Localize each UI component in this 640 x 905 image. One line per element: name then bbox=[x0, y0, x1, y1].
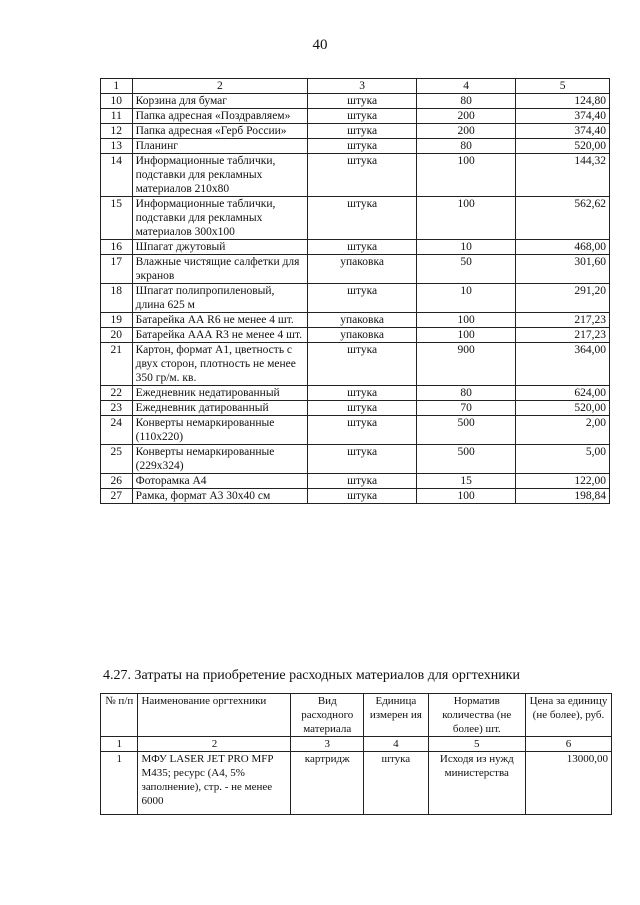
quantity: 200 bbox=[417, 124, 516, 139]
unit-price: 301,60 bbox=[516, 255, 610, 284]
item-name: Фоторамка А4 bbox=[132, 474, 307, 489]
column-number: 3 bbox=[291, 737, 364, 752]
row-number: 19 bbox=[101, 313, 133, 328]
unit-price: 217,23 bbox=[516, 313, 610, 328]
unit-price: 374,40 bbox=[516, 109, 610, 124]
item-name: Картон, формат А1, цветность с двух сторон, плотность не менее 350 гр/м. кв. bbox=[132, 343, 307, 386]
column-number: 2 bbox=[138, 737, 291, 752]
row-number: 13 bbox=[101, 139, 133, 154]
row-number: 25 bbox=[101, 445, 133, 474]
column-number: 5 bbox=[428, 737, 525, 752]
header-cell: Наименование оргтехники bbox=[138, 694, 291, 737]
unit-of-measure: штука bbox=[364, 752, 429, 815]
unit-of-measure: штука bbox=[308, 401, 417, 416]
table-row bbox=[101, 401, 610, 416]
table-row bbox=[101, 124, 610, 139]
quantity-norm: Исходя из нужд министерства bbox=[428, 752, 525, 815]
row-number: 11 bbox=[101, 109, 133, 124]
quantity: 80 bbox=[417, 386, 516, 401]
unit-of-measure: штука bbox=[308, 240, 417, 255]
unit-price: 562,62 bbox=[516, 197, 610, 240]
quantity: 500 bbox=[417, 416, 516, 445]
item-name: Конверты немаркированные (110х220) bbox=[132, 416, 307, 445]
table-row bbox=[101, 154, 610, 197]
row-number: 27 bbox=[101, 489, 133, 504]
row-number: 15 bbox=[101, 197, 133, 240]
header-cell: 2 bbox=[132, 79, 307, 94]
unit-of-measure: штука bbox=[308, 489, 417, 504]
page-number: 40 bbox=[312, 37, 328, 53]
unit-price: 374,40 bbox=[516, 124, 610, 139]
row-number: 24 bbox=[101, 416, 133, 445]
quantity: 15 bbox=[417, 474, 516, 489]
row-number: 12 bbox=[101, 124, 133, 139]
row-number: 23 bbox=[101, 401, 133, 416]
unit-price: 468,00 bbox=[516, 240, 610, 255]
quantity: 500 bbox=[417, 445, 516, 474]
consumables-table bbox=[100, 693, 612, 815]
row-number: 21 bbox=[101, 343, 133, 386]
row-number: 20 bbox=[101, 328, 133, 343]
row-number: 14 bbox=[101, 154, 133, 197]
unit-of-measure: штука bbox=[308, 445, 417, 474]
item-name: Батарейка ААА R3 не менее 4 шт. bbox=[132, 328, 307, 343]
header-cell: Вид расходного материала bbox=[291, 694, 364, 737]
section-heading: 4.27. Затраты на приобретение расходных материалов для оргтехники bbox=[103, 668, 521, 683]
table-row bbox=[101, 474, 610, 489]
unit-of-measure: штука bbox=[308, 197, 417, 240]
header-cell: 5 bbox=[516, 79, 610, 94]
unit-price: 364,00 bbox=[516, 343, 610, 386]
unit-of-measure: штука bbox=[308, 284, 417, 313]
unit-price: 217,23 bbox=[516, 328, 610, 343]
unit-price: 624,00 bbox=[516, 386, 610, 401]
table-row bbox=[101, 489, 610, 504]
quantity: 200 bbox=[417, 109, 516, 124]
quantity: 100 bbox=[417, 489, 516, 504]
row-number: 1 bbox=[101, 752, 138, 815]
unit-of-measure: штука bbox=[308, 109, 417, 124]
table-row bbox=[101, 416, 610, 445]
row-number: 17 bbox=[101, 255, 133, 284]
header-cell: № п/п bbox=[101, 694, 138, 737]
item-name: Батарейка АА R6 не менее 4 шт. bbox=[132, 313, 307, 328]
unit-of-measure: упаковка bbox=[308, 313, 417, 328]
unit-price: 13000,00 bbox=[525, 752, 611, 815]
column-number: 6 bbox=[525, 737, 611, 752]
supplies-table bbox=[100, 78, 610, 504]
item-name: Ежедневник недатированный bbox=[132, 386, 307, 401]
unit-price: 124,80 bbox=[516, 94, 610, 109]
table-row bbox=[101, 284, 610, 313]
item-name: Шпагат полипропиленовый, длина 625 м bbox=[132, 284, 307, 313]
table-row bbox=[101, 139, 610, 154]
item-name: Влажные чистящие салфетки для экранов bbox=[132, 255, 307, 284]
unit-of-measure: штука bbox=[308, 386, 417, 401]
table-row bbox=[101, 386, 610, 401]
equipment-name: МФУ LASER JET PRO MFP M435; ресурс (А4, 5% заполнение), стр. - не менее 6000 bbox=[138, 752, 291, 815]
column-number-row bbox=[101, 737, 612, 752]
unit-of-measure: штука bbox=[308, 416, 417, 445]
item-name: Папка адресная «Поздравляем» bbox=[132, 109, 307, 124]
unit-price: 144,32 bbox=[516, 154, 610, 197]
table-row bbox=[101, 255, 610, 284]
quantity: 50 bbox=[417, 255, 516, 284]
column-number: 4 bbox=[364, 737, 429, 752]
unit-price: 520,00 bbox=[516, 401, 610, 416]
row-number: 16 bbox=[101, 240, 133, 255]
item-name: Ежедневник датированный bbox=[132, 401, 307, 416]
unit-price: 198,84 bbox=[516, 489, 610, 504]
header-cell: 3 bbox=[308, 79, 417, 94]
table-row bbox=[101, 445, 610, 474]
unit-price: 122,00 bbox=[516, 474, 610, 489]
quantity: 100 bbox=[417, 197, 516, 240]
quantity: 10 bbox=[417, 240, 516, 255]
table-row bbox=[101, 313, 610, 328]
unit-price: 520,00 bbox=[516, 139, 610, 154]
row-number: 26 bbox=[101, 474, 133, 489]
table-row bbox=[101, 240, 610, 255]
quantity: 10 bbox=[417, 284, 516, 313]
row-number: 22 bbox=[101, 386, 133, 401]
unit-of-measure: штука bbox=[308, 474, 417, 489]
header-cell: Норматив количества (не более) шт. bbox=[428, 694, 525, 737]
item-name: Информационные таблички, подставки для рекламных материалов 210х80 bbox=[132, 154, 307, 197]
item-name: Корзина для бумаг bbox=[132, 94, 307, 109]
unit-of-measure: упаковка bbox=[308, 255, 417, 284]
header-cell: Цена за единицу (не более), руб. bbox=[525, 694, 611, 737]
header-cell: 1 bbox=[101, 79, 133, 94]
unit-price: 5,00 bbox=[516, 445, 610, 474]
quantity: 100 bbox=[417, 313, 516, 328]
item-name: Конверты немаркированные (229х324) bbox=[132, 445, 307, 474]
unit-of-measure: штука bbox=[308, 154, 417, 197]
table-row bbox=[101, 343, 610, 386]
quantity: 80 bbox=[417, 94, 516, 109]
table-row bbox=[101, 109, 610, 124]
item-name: Шпагат джутовый bbox=[132, 240, 307, 255]
header-cell: Единица измерен ия bbox=[364, 694, 429, 737]
table-header-row bbox=[101, 694, 612, 737]
unit-price: 291,20 bbox=[516, 284, 610, 313]
item-name: Рамка, формат А3 30х40 см bbox=[132, 489, 307, 504]
item-name: Папка адресная «Герб России» bbox=[132, 124, 307, 139]
header-cell: 4 bbox=[417, 79, 516, 94]
unit-of-measure: упаковка bbox=[308, 328, 417, 343]
quantity: 900 bbox=[417, 343, 516, 386]
item-name: Планинг bbox=[132, 139, 307, 154]
table-row bbox=[101, 94, 610, 109]
table-row bbox=[101, 328, 610, 343]
material-type: картридж bbox=[291, 752, 364, 815]
column-number: 1 bbox=[101, 737, 138, 752]
unit-of-measure: штука bbox=[308, 139, 417, 154]
table-header-row bbox=[101, 79, 610, 94]
unit-price: 2,00 bbox=[516, 416, 610, 445]
table-row bbox=[101, 197, 610, 240]
quantity: 100 bbox=[417, 154, 516, 197]
row-number: 18 bbox=[101, 284, 133, 313]
unit-of-measure: штука bbox=[308, 94, 417, 109]
quantity: 80 bbox=[417, 139, 516, 154]
unit-of-measure: штука bbox=[308, 343, 417, 386]
unit-of-measure: штука bbox=[308, 124, 417, 139]
quantity: 70 bbox=[417, 401, 516, 416]
item-name: Информационные таблички, подставки для рекламных материалов 300х100 bbox=[132, 197, 307, 240]
row-number: 10 bbox=[101, 94, 133, 109]
table-row bbox=[101, 752, 612, 815]
quantity: 100 bbox=[417, 328, 516, 343]
